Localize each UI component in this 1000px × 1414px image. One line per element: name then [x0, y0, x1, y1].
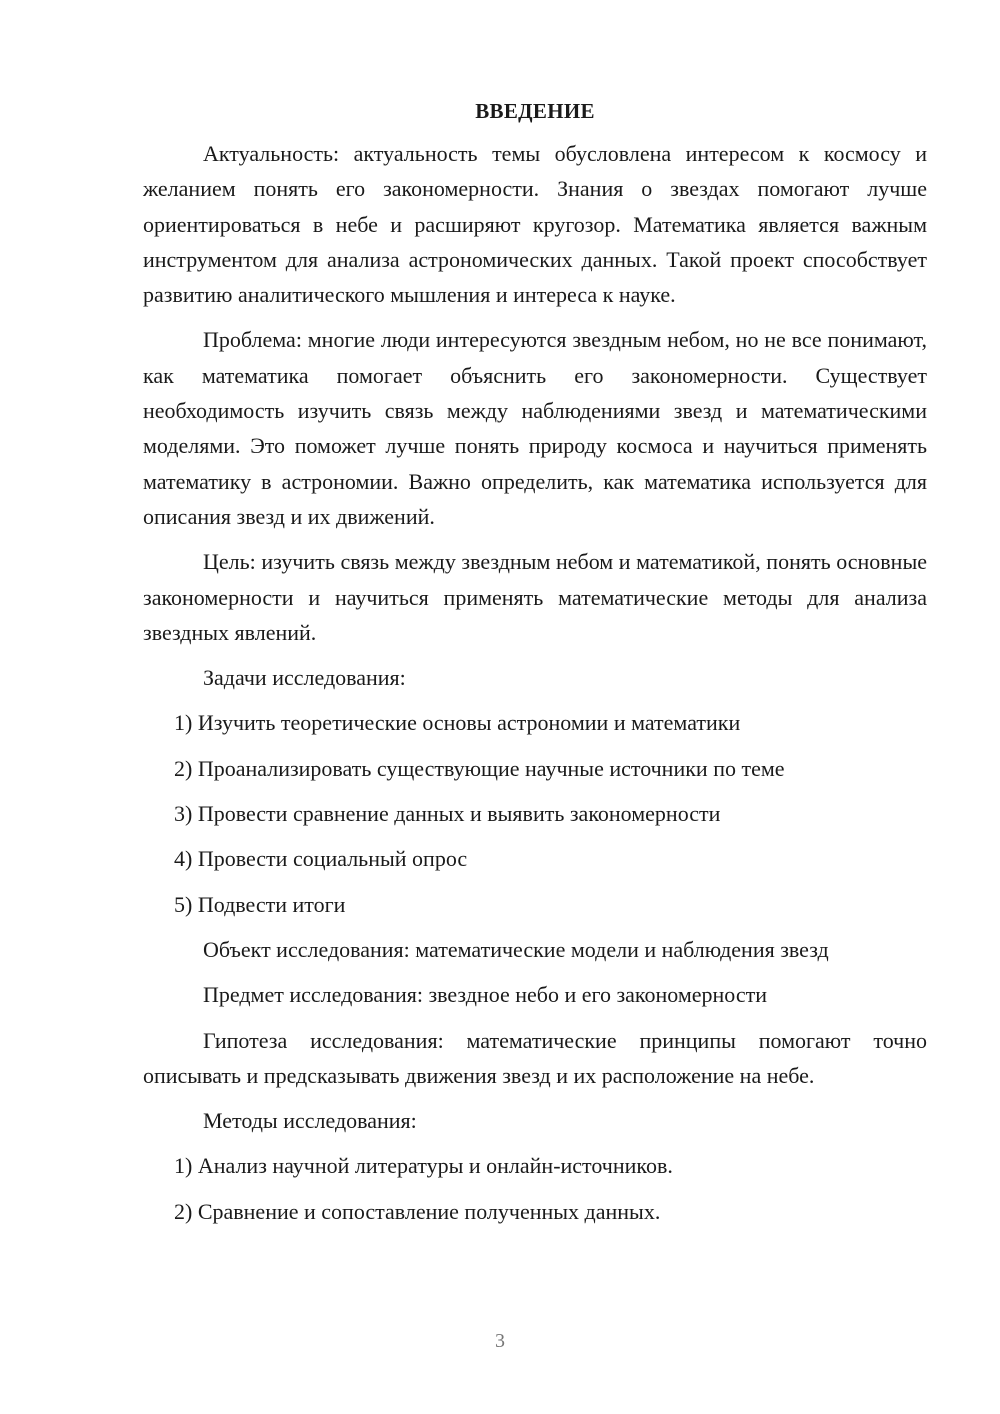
section-heading: ВВЕДЕНИЕ [475, 99, 595, 123]
subject-paragraph: Предмет исследования: звездное небо и его закономерности [203, 982, 768, 1008]
task-item: 4) Провести социальный опрос [174, 846, 468, 872]
object-paragraph: Объект исследования: математические модели и наблюдения звезд [203, 936, 829, 962]
hypothesis-paragraph: Гипотеза исследования: математические принципы помогают точно описывать и предсказывать движения звезд и их расположение на небе. [143, 1027, 927, 1088]
method-item: 1) Анализ научной литературы и онлайн-источников. [174, 1153, 673, 1179]
document-page [143, 95, 927, 1229]
task-item: 3) Провести сравнение данных и выявить закономерности [174, 801, 721, 827]
task-item: 5) Подвести итоги [174, 891, 346, 917]
task-item: 2) Проанализировать существующие научные источники по теме [174, 755, 785, 781]
problem-paragraph: Проблема: многие люди интересуются звездным небом, но не все понимают, как математика помогает объяснить его закономерности. Существует необходимость изучить связь между наблюдениями звезд и математическими моделями. Это поможет лучше понять природу космоса и научиться применять математику в астрономии. Важно определить, как математика используется для описания звезд и их движений. [143, 327, 927, 529]
relevance-paragraph: Актуальность: актуальность темы обусловлена интересом к космосу и желанием понять его закономерности. Знания о звездах помогают лучше ориентироваться в небе и расширяют кругозор. Математика является важным инструментом для анализа астрономических данных. Такой проект способствует развитию аналитического мышления и интереса к науке. [143, 141, 927, 308]
tasks-title: Задачи исследования: [203, 665, 406, 691]
methods-title: Методы исследования: [203, 1108, 417, 1134]
task-item: 1) Изучить теоретические основы астрономии и математики [174, 710, 741, 736]
method-item: 2) Сравнение и сопоставление полученных данных. [174, 1198, 661, 1224]
page-number: 3 [495, 1330, 505, 1352]
goal-paragraph: Цель: изучить связь между звездным небом и математикой, понять основные закономерности и научиться применять математические методы для анализа звездных явлений. [143, 549, 927, 645]
